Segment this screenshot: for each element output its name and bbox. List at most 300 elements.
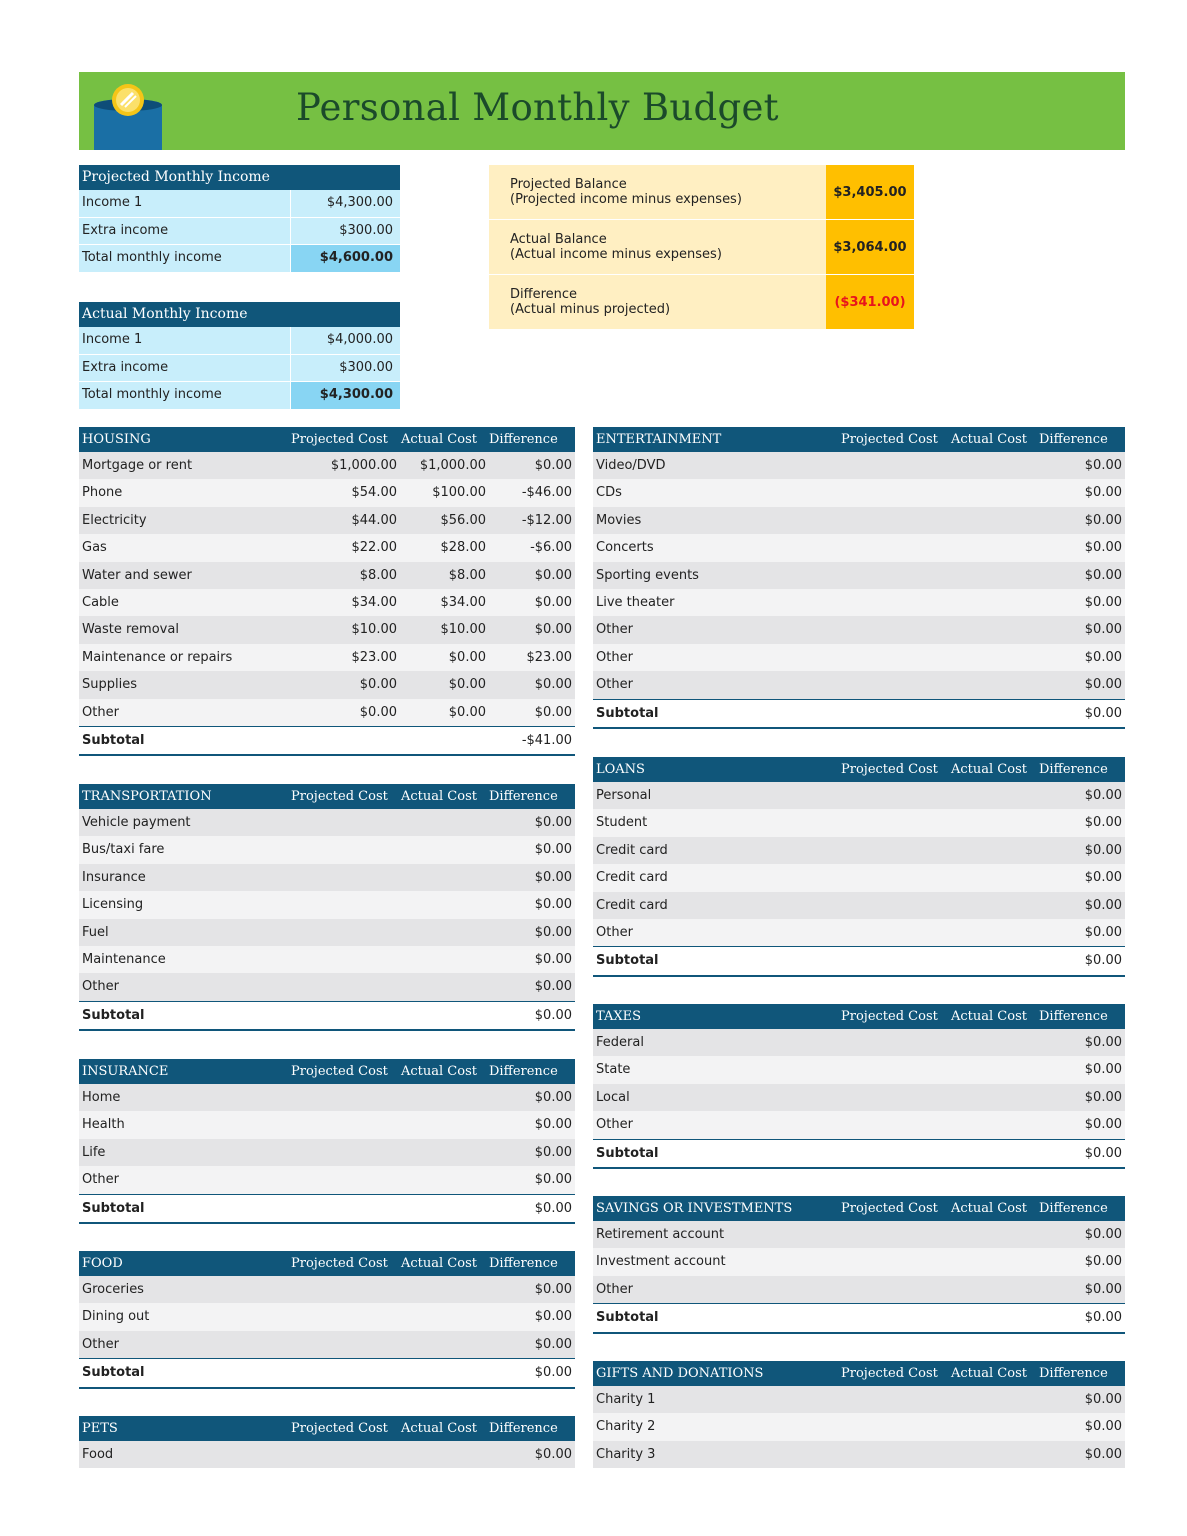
projected-cost-cell[interactable]: $10.00 bbox=[351, 622, 397, 638]
difference-cell: $0.00 bbox=[534, 458, 572, 473]
row-label: Sporting events bbox=[596, 567, 699, 583]
actual-cost-cell[interactable] bbox=[397, 1111, 486, 1138]
projected-cost-cell[interactable]: $8.00 bbox=[359, 567, 397, 583]
difference-cell: $0.00 bbox=[1084, 1062, 1122, 1078]
projected-income-header: Projected Monthly Income bbox=[79, 165, 400, 190]
actual-cost-header: Actual Cost bbox=[951, 1366, 1027, 1381]
actual-cost-cell[interactable] bbox=[947, 616, 1036, 643]
actual-cost-cell[interactable] bbox=[947, 809, 1036, 836]
difference-cell: $0.00 bbox=[1084, 1419, 1122, 1435]
subtotal-label: Subtotal bbox=[596, 1310, 659, 1326]
subtotal-label: Subtotal bbox=[82, 732, 145, 748]
savings-header bbox=[593, 1196, 1125, 1221]
section-title: LOANS bbox=[596, 762, 645, 777]
actual-cost-cell[interactable] bbox=[947, 1276, 1036, 1303]
difference-header: Difference bbox=[1039, 1009, 1108, 1024]
difference-header: Difference bbox=[489, 432, 558, 447]
subtotal-row bbox=[79, 1195, 575, 1224]
row-label: Health bbox=[82, 1117, 125, 1133]
food-table bbox=[79, 1251, 575, 1389]
actual-cost-cell[interactable] bbox=[947, 1386, 1036, 1413]
entertainment-table bbox=[593, 427, 1125, 729]
difference-header: Difference bbox=[1039, 1201, 1108, 1216]
actual-cost-cell[interactable] bbox=[397, 919, 486, 946]
table-row bbox=[593, 534, 1125, 561]
row-label: Life bbox=[82, 1144, 106, 1160]
table-row bbox=[593, 452, 1125, 479]
projected-cost-cell[interactable] bbox=[858, 1221, 947, 1248]
actual-cost-cell[interactable]: $10.00 bbox=[440, 622, 486, 638]
projected-cost-cell[interactable]: $1,000.00 bbox=[330, 458, 397, 473]
actual-cost-cell[interactable] bbox=[947, 1056, 1036, 1083]
actual-cost-cell[interactable] bbox=[947, 671, 1036, 698]
difference-cell: $0.00 bbox=[534, 677, 572, 693]
row-label: Student bbox=[596, 815, 648, 831]
projected-cost-cell[interactable] bbox=[308, 946, 397, 973]
difference-cell: $0.00 bbox=[1084, 815, 1122, 831]
table-row bbox=[79, 1139, 575, 1166]
actual-cost-cell[interactable] bbox=[397, 1276, 486, 1303]
actual-cost-cell[interactable]: $0.00 bbox=[448, 649, 486, 665]
difference-cell: $0.00 bbox=[534, 869, 572, 885]
actual-cost-cell[interactable]: $8.00 bbox=[448, 567, 486, 583]
actual-cost-cell[interactable]: $0.00 bbox=[448, 677, 486, 693]
projected-cost-cell[interactable] bbox=[858, 1248, 947, 1275]
difference-cell: $0.00 bbox=[1084, 512, 1122, 528]
row-label: Investment account bbox=[596, 1254, 726, 1270]
subtotal-label: Subtotal bbox=[82, 1200, 145, 1216]
difference-cell: $0.00 bbox=[1084, 567, 1122, 583]
table-row bbox=[79, 864, 575, 891]
actual-cost-cell[interactable]: $0.00 bbox=[448, 704, 486, 720]
projected-cost-cell[interactable] bbox=[858, 892, 947, 919]
insurance-header bbox=[79, 1059, 575, 1084]
table-row bbox=[593, 1441, 1125, 1468]
table-row bbox=[593, 864, 1125, 891]
actual-cost-cell[interactable] bbox=[947, 1029, 1036, 1056]
projected-cost-cell[interactable] bbox=[858, 507, 947, 534]
projected-cost-header: Projected Cost bbox=[841, 1009, 938, 1024]
savings-table bbox=[593, 1196, 1125, 1334]
actual-cost-cell[interactable] bbox=[397, 809, 486, 836]
projected-cost-header: Projected Cost bbox=[291, 432, 388, 447]
table-row bbox=[79, 1166, 575, 1194]
table-row bbox=[593, 671, 1125, 699]
projected-cost-cell[interactable]: $0.00 bbox=[359, 677, 397, 693]
row-label: Credit card bbox=[596, 897, 668, 913]
income-total-row: Total monthly income $4,300.00 bbox=[79, 382, 400, 410]
subtotal-value: $0.00 bbox=[534, 1007, 572, 1023]
insurance-table bbox=[79, 1059, 575, 1224]
table-row bbox=[79, 644, 575, 671]
actual-cost-header: Actual Cost bbox=[401, 789, 477, 804]
projected-cost-cell[interactable] bbox=[308, 1303, 397, 1330]
difference-cell: $0.00 bbox=[1084, 788, 1122, 803]
projected-cost-cell[interactable]: $23.00 bbox=[351, 649, 397, 665]
table-row bbox=[79, 1441, 575, 1468]
actual-cost-cell[interactable] bbox=[397, 836, 486, 863]
actual-cost-cell[interactable] bbox=[397, 1139, 486, 1166]
difference-cell: $0.00 bbox=[1084, 1035, 1122, 1050]
table-row bbox=[79, 891, 575, 918]
table-row bbox=[79, 1111, 575, 1138]
balance-summary bbox=[489, 165, 914, 330]
actual-cost-cell[interactable] bbox=[397, 1441, 486, 1468]
piggy-bank-coin-icon bbox=[92, 83, 164, 150]
actual-cost-cell[interactable] bbox=[947, 1111, 1036, 1138]
difference-cell: $0.00 bbox=[534, 1117, 572, 1133]
difference-cell: $0.00 bbox=[534, 1447, 572, 1462]
table-row bbox=[593, 644, 1125, 671]
row-label: Local bbox=[596, 1089, 630, 1105]
difference-cell: $0.00 bbox=[1084, 594, 1122, 610]
row-label: Other bbox=[596, 1281, 633, 1297]
table-row bbox=[593, 1248, 1125, 1275]
projected-balance-row: Projected Balance (Projected income minus expenses) $3,405.00 bbox=[489, 165, 914, 220]
row-label: CDs bbox=[596, 485, 622, 501]
projected-cost-cell[interactable] bbox=[308, 1331, 397, 1358]
actual-cost-cell[interactable] bbox=[947, 782, 1036, 809]
difference-cell: $0.00 bbox=[534, 622, 572, 638]
table-row bbox=[79, 452, 575, 479]
actual-cost-cell[interactable]: $34.00 bbox=[440, 594, 486, 610]
difference-cell: $0.00 bbox=[1084, 1281, 1122, 1297]
actual-cost-cell[interactable] bbox=[397, 891, 486, 918]
food-header bbox=[79, 1251, 575, 1276]
difference-cell: -$46.00 bbox=[521, 485, 572, 501]
actual-cost-cell[interactable] bbox=[947, 507, 1036, 534]
projected-cost-cell[interactable] bbox=[858, 1413, 947, 1440]
table-row bbox=[79, 1303, 575, 1330]
difference-cell: -$6.00 bbox=[530, 540, 572, 556]
projected-cost-cell[interactable] bbox=[858, 671, 947, 698]
actual-cost-header: Actual Cost bbox=[401, 1064, 477, 1079]
difference-cell: $0.00 bbox=[1084, 677, 1122, 693]
projected-cost-cell[interactable] bbox=[308, 1166, 397, 1193]
row-label: Cable bbox=[82, 594, 119, 610]
row-label: Groceries bbox=[82, 1282, 144, 1297]
projected-cost-cell[interactable] bbox=[858, 1441, 947, 1468]
actual-cost-cell[interactable] bbox=[947, 452, 1036, 479]
projected-cost-cell[interactable] bbox=[858, 1029, 947, 1056]
section-title: GIFTS AND DONATIONS bbox=[596, 1366, 764, 1381]
projected-cost-cell[interactable] bbox=[858, 809, 947, 836]
difference-cell: $0.00 bbox=[534, 924, 572, 940]
actual-cost-cell[interactable] bbox=[397, 973, 486, 1000]
difference-cell: $0.00 bbox=[1084, 897, 1122, 913]
row-label: Other bbox=[82, 1172, 119, 1188]
subtotal-label: Subtotal bbox=[596, 953, 659, 969]
projected-cost-cell[interactable] bbox=[858, 1386, 947, 1413]
section-title: FOOD bbox=[82, 1256, 123, 1271]
projected-cost-cell[interactable] bbox=[308, 1276, 397, 1303]
difference-cell: $0.00 bbox=[534, 704, 572, 720]
projected-cost-cell[interactable] bbox=[858, 562, 947, 589]
difference-cell: $0.00 bbox=[534, 1309, 572, 1325]
row-label: Charity 3 bbox=[596, 1446, 656, 1462]
actual-cost-cell[interactable] bbox=[397, 864, 486, 891]
projected-cost-header: Projected Cost bbox=[291, 789, 388, 804]
row-label: Gas bbox=[82, 540, 107, 556]
table-row bbox=[593, 1056, 1125, 1083]
row-label: Other bbox=[596, 1117, 633, 1133]
table-row bbox=[79, 534, 575, 561]
income-row: Income 1 $4,000.00 bbox=[79, 327, 400, 355]
projected-cost-cell[interactable] bbox=[858, 1276, 947, 1303]
table-row bbox=[593, 562, 1125, 589]
difference-cell: $0.00 bbox=[534, 842, 572, 858]
actual-cost-cell[interactable] bbox=[947, 479, 1036, 506]
projected-cost-cell[interactable] bbox=[308, 809, 397, 836]
actual-cost-cell[interactable] bbox=[397, 1331, 486, 1358]
table-row bbox=[79, 919, 575, 946]
row-label: Federal bbox=[596, 1035, 644, 1050]
table-row bbox=[79, 1331, 575, 1359]
table-row bbox=[593, 1029, 1125, 1056]
actual-income-table bbox=[79, 302, 400, 410]
row-label: Supplies bbox=[82, 677, 137, 693]
subtotal-value: $0.00 bbox=[1084, 1310, 1122, 1326]
actual-cost-cell[interactable] bbox=[947, 589, 1036, 616]
taxes-header bbox=[593, 1004, 1125, 1029]
table-row bbox=[79, 973, 575, 1001]
actual-cost-cell[interactable] bbox=[947, 1441, 1036, 1468]
difference-cell: $0.00 bbox=[1084, 485, 1122, 501]
projected-cost-cell[interactable] bbox=[858, 1056, 947, 1083]
row-label: Concerts bbox=[596, 540, 654, 556]
table-row bbox=[593, 809, 1125, 836]
subtotal-row bbox=[593, 1304, 1125, 1333]
difference-cell: $0.00 bbox=[1084, 622, 1122, 638]
projected-cost-header: Projected Cost bbox=[291, 1064, 388, 1079]
difference-cell: $0.00 bbox=[1084, 1117, 1122, 1133]
projected-cost-cell[interactable] bbox=[858, 1111, 947, 1138]
actual-cost-cell[interactable] bbox=[947, 562, 1036, 589]
table-row bbox=[593, 1276, 1125, 1304]
actual-cost-cell[interactable] bbox=[947, 534, 1036, 561]
actual-cost-cell[interactable] bbox=[947, 892, 1036, 919]
difference-cell: $23.00 bbox=[526, 649, 572, 665]
subtotal-label: Subtotal bbox=[596, 705, 659, 721]
income-total-row: Total monthly income $4,600.00 bbox=[79, 245, 400, 273]
row-label: Personal bbox=[596, 788, 652, 803]
projected-cost-cell[interactable]: $22.00 bbox=[351, 540, 397, 556]
row-label: Video/DVD bbox=[596, 458, 666, 473]
row-label: Other bbox=[596, 924, 633, 940]
table-row bbox=[593, 1386, 1125, 1413]
actual-cost-header: Actual Cost bbox=[951, 432, 1027, 447]
subtotal-row bbox=[79, 727, 575, 756]
row-label: Food bbox=[82, 1447, 114, 1462]
projected-cost-cell[interactable] bbox=[858, 616, 947, 643]
actual-balance-row: Actual Balance (Actual income minus expenses) $3,064.00 bbox=[489, 220, 914, 275]
row-label: Charity 1 bbox=[596, 1392, 656, 1407]
title-banner bbox=[79, 72, 1125, 150]
projected-cost-cell[interactable] bbox=[858, 534, 947, 561]
projected-cost-cell[interactable] bbox=[308, 864, 397, 891]
section-title: SAVINGS OR INVESTMENTS bbox=[596, 1201, 793, 1216]
difference-cell: $0.00 bbox=[1084, 924, 1122, 940]
difference-cell: $0.00 bbox=[1084, 870, 1122, 886]
projected-cost-cell[interactable] bbox=[858, 589, 947, 616]
subtotal-value: $0.00 bbox=[1084, 1145, 1122, 1161]
table-row bbox=[79, 616, 575, 643]
row-label: Retirement account bbox=[596, 1227, 725, 1242]
projected-cost-cell[interactable] bbox=[308, 1111, 397, 1138]
actual-cost-cell[interactable] bbox=[947, 1084, 1036, 1111]
row-label: Credit card bbox=[596, 870, 668, 886]
actual-cost-cell[interactable]: $28.00 bbox=[440, 540, 486, 556]
difference-cell: $0.00 bbox=[534, 979, 572, 995]
row-label: Insurance bbox=[82, 869, 146, 885]
table-row bbox=[593, 1413, 1125, 1440]
projected-cost-header: Projected Cost bbox=[841, 1366, 938, 1381]
difference-cell: $0.00 bbox=[534, 1172, 572, 1188]
difference-cell: $0.00 bbox=[1084, 540, 1122, 556]
projected-cost-header: Projected Cost bbox=[841, 1201, 938, 1216]
table-row bbox=[593, 1084, 1125, 1111]
actual-cost-cell[interactable] bbox=[947, 644, 1036, 671]
projected-cost-cell[interactable]: $44.00 bbox=[351, 512, 397, 528]
actual-cost-cell[interactable] bbox=[947, 1221, 1036, 1248]
actual-cost-cell[interactable] bbox=[947, 837, 1036, 864]
income-row: Income 1 $4,300.00 bbox=[79, 190, 400, 218]
subtotal-label: Subtotal bbox=[82, 1007, 145, 1023]
taxes-table bbox=[593, 1004, 1125, 1169]
difference-header: Difference bbox=[489, 1064, 558, 1079]
row-label: Other bbox=[596, 677, 633, 693]
projected-cost-cell[interactable] bbox=[308, 1139, 397, 1166]
row-label: Maintenance or repairs bbox=[82, 649, 233, 665]
projected-cost-cell[interactable]: $0.00 bbox=[359, 704, 397, 720]
projected-cost-cell[interactable] bbox=[858, 452, 947, 479]
table-row bbox=[79, 809, 575, 836]
projected-cost-cell[interactable] bbox=[858, 479, 947, 506]
subtotal-label: Subtotal bbox=[82, 1365, 145, 1381]
projected-cost-header: Projected Cost bbox=[841, 432, 938, 447]
difference-cell: $0.00 bbox=[534, 1336, 572, 1352]
subtotal-value: $0.00 bbox=[1084, 953, 1122, 969]
difference-cell: $0.00 bbox=[1084, 649, 1122, 665]
difference-cell: $0.00 bbox=[1084, 1254, 1122, 1270]
actual-cost-cell[interactable] bbox=[397, 946, 486, 973]
housing-table bbox=[79, 427, 575, 756]
actual-cost-cell[interactable] bbox=[947, 1248, 1036, 1275]
actual-cost-cell[interactable] bbox=[947, 919, 1036, 946]
row-label: Charity 2 bbox=[596, 1419, 656, 1435]
housing-header bbox=[79, 427, 575, 452]
difference-cell: $0.00 bbox=[1084, 1227, 1122, 1242]
projected-cost-cell[interactable] bbox=[308, 973, 397, 1000]
page-title: Personal Monthly Budget bbox=[296, 86, 779, 129]
projected-cost-cell[interactable] bbox=[858, 919, 947, 946]
subtotal-row bbox=[593, 947, 1125, 976]
actual-cost-cell[interactable] bbox=[947, 864, 1036, 891]
transportation-table bbox=[79, 784, 575, 1031]
actual-cost-header: Actual Cost bbox=[401, 1421, 477, 1436]
table-row bbox=[79, 946, 575, 973]
table-row bbox=[593, 616, 1125, 643]
projected-cost-cell[interactable] bbox=[858, 782, 947, 809]
difference-cell: $0.00 bbox=[534, 897, 572, 913]
table-row bbox=[79, 507, 575, 534]
actual-cost-cell[interactable]: $100.00 bbox=[432, 485, 486, 501]
actual-cost-cell[interactable] bbox=[397, 1303, 486, 1330]
table-row bbox=[79, 671, 575, 698]
loans-header bbox=[593, 757, 1125, 782]
actual-cost-cell[interactable] bbox=[947, 1413, 1036, 1440]
subtotal-row bbox=[79, 1359, 575, 1388]
entertainment-header bbox=[593, 427, 1125, 452]
subtotal-value: $0.00 bbox=[534, 1365, 572, 1381]
loans-table bbox=[593, 757, 1125, 977]
projected-cost-cell[interactable] bbox=[308, 1441, 397, 1468]
actual-cost-cell[interactable] bbox=[397, 1166, 486, 1193]
row-label: Fuel bbox=[82, 924, 109, 940]
section-title: TAXES bbox=[596, 1009, 641, 1024]
subtotal-value: $0.00 bbox=[534, 1200, 572, 1216]
row-label: Electricity bbox=[82, 512, 147, 528]
projected-cost-cell[interactable] bbox=[308, 919, 397, 946]
actual-cost-header: Actual Cost bbox=[951, 1201, 1027, 1216]
difference-cell: $0.00 bbox=[534, 1090, 572, 1105]
gifts-header bbox=[593, 1361, 1125, 1386]
table-row bbox=[593, 919, 1125, 947]
row-label: Licensing bbox=[82, 897, 144, 913]
table-row bbox=[79, 562, 575, 589]
projected-cost-cell[interactable] bbox=[858, 837, 947, 864]
difference-cell: $0.00 bbox=[534, 951, 572, 967]
row-label: Phone bbox=[82, 485, 123, 501]
row-label: Maintenance bbox=[82, 951, 166, 967]
subtotal-row bbox=[593, 700, 1125, 729]
difference-header: Difference bbox=[489, 1421, 558, 1436]
difference-cell: -$12.00 bbox=[521, 512, 572, 528]
table-row bbox=[79, 836, 575, 863]
actual-cost-cell[interactable]: $1,000.00 bbox=[419, 458, 486, 473]
table-row bbox=[593, 507, 1125, 534]
table-row bbox=[593, 782, 1125, 809]
table-row bbox=[79, 589, 575, 616]
projected-cost-cell[interactable] bbox=[308, 891, 397, 918]
projected-cost-cell[interactable]: $54.00 bbox=[351, 485, 397, 501]
difference-balance-row: Difference (Actual minus projected) ($341.00) bbox=[489, 275, 914, 330]
actual-cost-cell[interactable]: $56.00 bbox=[440, 512, 486, 528]
row-label: Dining out bbox=[82, 1309, 150, 1325]
row-label: Other bbox=[82, 979, 119, 995]
projected-cost-header: Projected Cost bbox=[291, 1256, 388, 1271]
difference-cell: $0.00 bbox=[534, 1282, 572, 1297]
table-row bbox=[593, 1221, 1125, 1248]
projected-cost-cell[interactable] bbox=[308, 1084, 397, 1111]
income-row: Extra income $300.00 bbox=[79, 218, 400, 246]
subtotal-row bbox=[79, 1002, 575, 1031]
table-row bbox=[79, 479, 575, 506]
table-row bbox=[79, 1084, 575, 1111]
projected-cost-cell[interactable]: $34.00 bbox=[351, 594, 397, 610]
projected-cost-cell[interactable] bbox=[308, 836, 397, 863]
difference-cell: $0.00 bbox=[1084, 1392, 1122, 1407]
actual-cost-cell[interactable] bbox=[397, 1084, 486, 1111]
projected-cost-cell[interactable] bbox=[858, 1084, 947, 1111]
row-label: Other bbox=[82, 704, 119, 720]
section-title: INSURANCE bbox=[82, 1064, 169, 1079]
row-label: Other bbox=[596, 622, 633, 638]
projected-cost-cell[interactable] bbox=[858, 644, 947, 671]
projected-cost-cell[interactable] bbox=[858, 864, 947, 891]
row-label: Water and sewer bbox=[82, 567, 192, 583]
actual-income-header: Actual Monthly Income bbox=[79, 302, 400, 327]
